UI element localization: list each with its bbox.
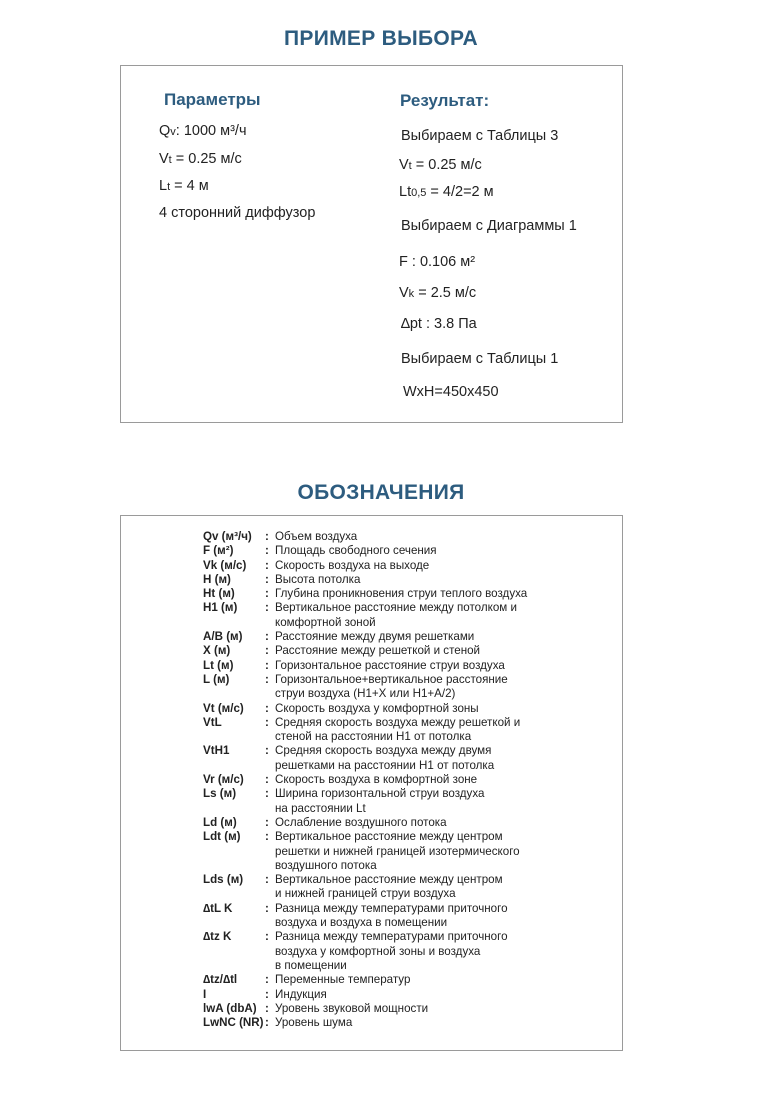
legend-colon: : bbox=[265, 530, 269, 543]
legend-symbol: X (м) bbox=[203, 644, 231, 658]
legend-description: Ослабление воздушного потока bbox=[275, 815, 447, 829]
legend-colon: : bbox=[265, 1001, 269, 1015]
legend-list bbox=[203, 530, 575, 1030]
legend-symbol: VtH1 bbox=[203, 744, 230, 758]
legend-description: Вертикальное расстояние между центром и нижней границей струи воздуха bbox=[275, 873, 503, 901]
params-title: Параметры bbox=[164, 90, 261, 109]
legend-description: Расстояние между решеткой и стеной bbox=[275, 644, 481, 658]
legend-description: Уровень шума bbox=[275, 1016, 353, 1030]
result-line: Выбираем с Таблицы 3 bbox=[401, 128, 559, 144]
legend-row bbox=[203, 930, 575, 973]
legend-description: Средняя скорость воздуха между двумя решетками на расстоянии H1 от потолка bbox=[275, 744, 495, 772]
legend-row bbox=[203, 1016, 575, 1030]
result-line: Lt0,5 = 4/2=2 м bbox=[399, 184, 494, 200]
example-box bbox=[120, 65, 623, 423]
result-line: F : 0.106 м² bbox=[399, 254, 476, 270]
legend-row bbox=[203, 673, 575, 702]
legend-symbol: A/B (м) bbox=[203, 630, 243, 644]
legend-symbol: ∆tz/∆tl bbox=[203, 973, 238, 987]
result-line: Выбираем с Диаграммы 1 bbox=[401, 218, 577, 234]
legend-row bbox=[203, 644, 575, 658]
legend-row bbox=[203, 1002, 575, 1016]
legend-colon: : bbox=[265, 773, 269, 787]
legend-row bbox=[203, 630, 575, 644]
param-line: Qv: 1000 м³/ч bbox=[159, 123, 247, 139]
legend-row bbox=[203, 559, 575, 573]
legend-row bbox=[203, 773, 575, 787]
legend-colon: : bbox=[265, 873, 269, 887]
legend-symbol: ∆tz K bbox=[203, 930, 232, 944]
result-line: Выбираем с Таблицы 1 bbox=[401, 351, 559, 367]
legend-symbol: Ld (м) bbox=[203, 815, 237, 829]
legend-row bbox=[203, 530, 575, 544]
legend-colon: : bbox=[265, 544, 269, 558]
legend-symbol: LwNC (NR) bbox=[203, 1016, 264, 1030]
legend-colon: : bbox=[265, 930, 269, 944]
legend-symbol: H (м) bbox=[203, 572, 231, 586]
legend-symbol: I bbox=[203, 987, 207, 1001]
legend-description: Скорость воздуха у комфортной зоны bbox=[275, 701, 479, 715]
example-title: ПРИМЕР ВЫБОРА bbox=[284, 27, 478, 50]
legend-colon: : bbox=[265, 830, 269, 844]
legend-colon: : bbox=[265, 672, 269, 686]
legend-colon: : bbox=[265, 587, 269, 601]
legend-symbol: Vt (м/с) bbox=[203, 701, 244, 715]
legend-row bbox=[203, 902, 575, 931]
legend-symbol: VtL bbox=[203, 715, 222, 729]
legend-description: Вертикальное расстояние между потолком и комфортной зоной bbox=[275, 601, 517, 629]
legend-symbol: Vr (м/с) bbox=[203, 773, 244, 787]
legend-description: Средняя скорость воздуха между решеткой и стеной на расстоянии H1 от потолка bbox=[275, 715, 521, 744]
legend-row bbox=[203, 816, 575, 830]
legend-colon: : bbox=[265, 572, 269, 586]
legend-symbol: H1 (м) bbox=[203, 601, 238, 615]
legend-colon: : bbox=[265, 987, 269, 1001]
legend-row bbox=[203, 702, 575, 716]
legend-colon: : bbox=[265, 715, 269, 729]
legend-row bbox=[203, 830, 575, 873]
legend-colon: : bbox=[265, 744, 269, 758]
legend-colon: : bbox=[265, 644, 269, 658]
legend-symbol: Lt (м) bbox=[203, 658, 234, 672]
legend-title: ОБОЗНАЧЕНИЯ bbox=[297, 481, 465, 504]
legend-description: Уровень звуковой мощности bbox=[275, 1001, 429, 1015]
legend-row bbox=[203, 659, 575, 673]
legend-symbol: Vk (м/с) bbox=[203, 558, 247, 572]
legend-symbol: Ht (м) bbox=[203, 587, 235, 601]
legend-description: Ширина горизонтальной струи воздуха на расстоянии Lt bbox=[275, 787, 485, 815]
legend-row bbox=[203, 573, 575, 587]
legend-description: Разница между температурами приточного воздуха и воздуха в помещении bbox=[275, 901, 508, 930]
legend-description: Переменные температур bbox=[275, 973, 411, 987]
legend-row bbox=[203, 744, 575, 773]
legend-row bbox=[203, 716, 575, 745]
legend-description: Объем воздуха bbox=[275, 530, 358, 543]
legend-symbol: ∆tL K bbox=[203, 901, 233, 915]
legend-colon: : bbox=[265, 601, 269, 615]
result-line: WxH=450x450 bbox=[403, 384, 499, 400]
legend-description: Высота потолка bbox=[275, 572, 361, 586]
legend-colon: : bbox=[265, 973, 269, 987]
legend-symbol: Qv (м³/ч) bbox=[203, 530, 252, 543]
legend-description: Разница между температурами приточного воздуха у комфортной зоны и воздуха в помещении bbox=[275, 930, 508, 972]
legend-description: Расстояние между двумя решетками bbox=[275, 630, 475, 644]
legend-colon: : bbox=[265, 787, 269, 801]
legend-row bbox=[203, 873, 575, 902]
result-line: Vk = 2.5 м/с bbox=[399, 285, 477, 301]
legend-colon: : bbox=[265, 701, 269, 715]
legend-symbol: Ldt (м) bbox=[203, 830, 241, 844]
legend-row bbox=[203, 787, 575, 816]
result-line: ∆pt : 3.8 Па bbox=[401, 316, 477, 332]
legend-description: Горизонтальное расстояние струи воздуха bbox=[275, 658, 505, 672]
legend-colon: : bbox=[265, 1016, 269, 1030]
legend-row bbox=[203, 988, 575, 1002]
legend-description: Вертикальное расстояние между центром решетки и нижней границей изотермического воздушного потока bbox=[275, 830, 520, 872]
result-line: Vt = 0.25 м/с bbox=[399, 157, 482, 173]
legend-symbol: Ls (м) bbox=[203, 787, 237, 801]
legend-row bbox=[203, 973, 575, 987]
legend-description: Глубина проникновения струи теплого воздуха bbox=[275, 587, 528, 601]
legend-colon: : bbox=[265, 901, 269, 915]
legend-symbol: lwA (dbA) bbox=[203, 1001, 257, 1015]
legend-row bbox=[203, 544, 575, 558]
legend-symbol: Lds (м) bbox=[203, 873, 244, 887]
param-line: Vt = 0.25 м/с bbox=[159, 151, 242, 167]
legend-description: Индукция bbox=[275, 987, 327, 1001]
param-line: Lt = 4 м bbox=[159, 178, 209, 194]
legend-row bbox=[203, 601, 575, 630]
legend-description: Скорость воздуха в комфортной зоне bbox=[275, 773, 478, 787]
legend-description: Горизонтальное+вертикальное расстояние струи воздуха (H1+X или H1+A/2) bbox=[275, 672, 508, 701]
param-line: 4 сторонний диффузор bbox=[159, 205, 316, 221]
legend-symbol: F (м²) bbox=[203, 544, 234, 558]
legend-colon: : bbox=[265, 558, 269, 572]
result-title: Результат: bbox=[400, 91, 490, 110]
legend-colon: : bbox=[265, 658, 269, 672]
legend-colon: : bbox=[265, 630, 269, 644]
legend-row bbox=[203, 587, 575, 601]
legend-description: Площадь свободного сечения bbox=[275, 544, 437, 558]
legend-colon: : bbox=[265, 815, 269, 829]
legend-description: Скорость воздуха на выходе bbox=[275, 558, 430, 572]
legend-symbol: L (м) bbox=[203, 672, 230, 686]
